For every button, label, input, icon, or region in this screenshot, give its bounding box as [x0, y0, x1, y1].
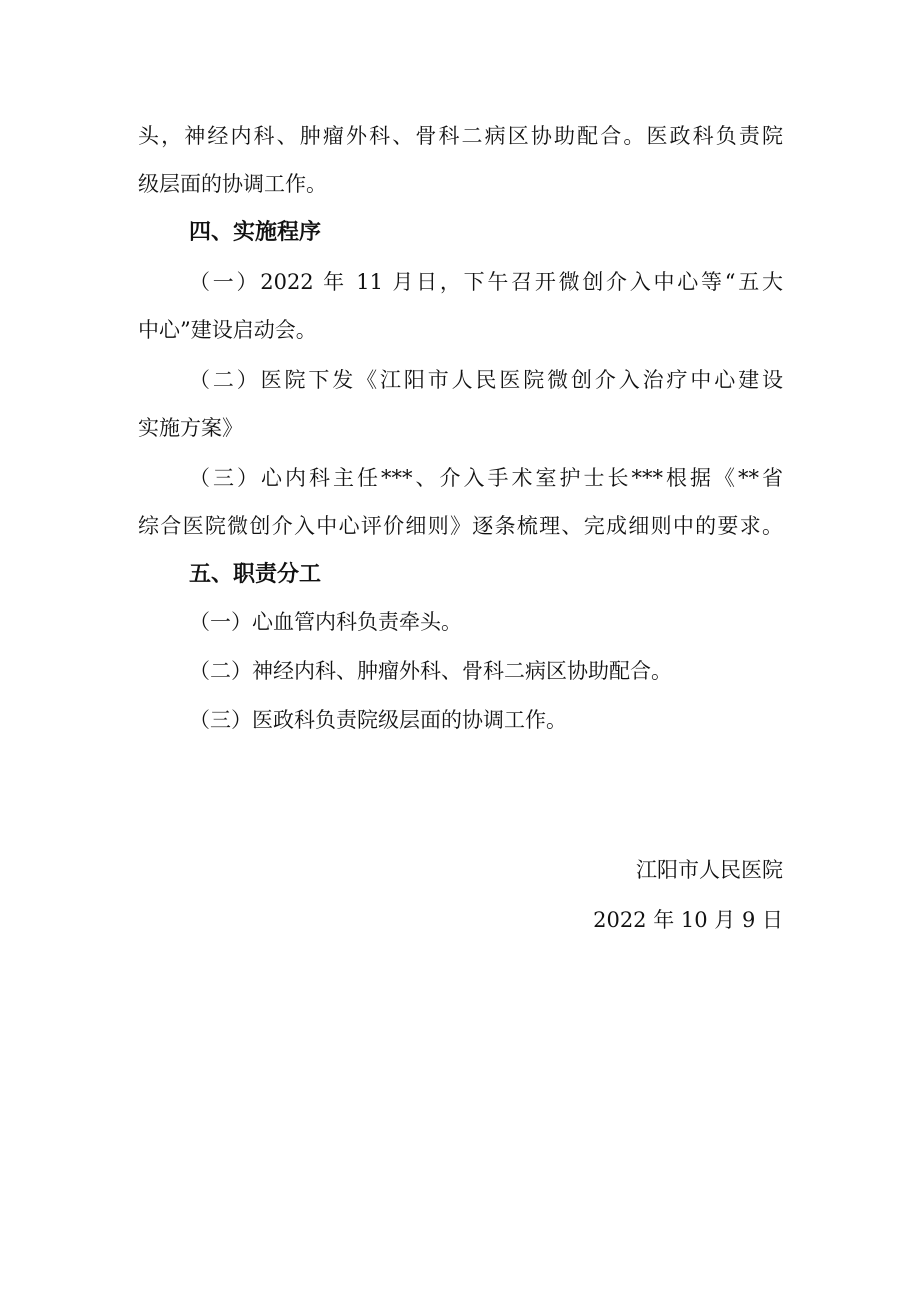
list-item-line: 综合医院微创介入中心评价细则》逐条梳理、完成细则中的要求。	[138, 514, 783, 538]
section-heading-responsibilities: 五、职责分工	[189, 562, 322, 587]
list-item-line: 实施方案》	[138, 416, 243, 440]
signature-date: 2022 年 10 月 9 日	[593, 908, 783, 932]
list-item: （一）心血管内科负责牵头。	[189, 610, 462, 634]
paragraph-line: 级层面的协调工作。	[138, 172, 327, 196]
list-item-line: （一）2022 年 11 月日，下午召开微创介入中心等“五大	[189, 270, 783, 294]
list-item-line: （二）医院下发《江阳市人民医院微创介入治疗中心建设	[189, 368, 783, 392]
list-item: （三）医政科负责院级层面的协调工作。	[189, 708, 567, 732]
list-item-line: （三）心内科主任***、介入手术室护士长***根据《**省	[189, 466, 783, 490]
list-item: （二）神经内科、肿瘤外科、骨科二病区协助配合。	[189, 659, 672, 683]
paragraph-line: 头，神经内科、肿瘤外科、骨科二病区协助配合。医政科负责院	[138, 124, 783, 148]
signature-organization: 江阳市人民医院	[636, 858, 783, 882]
section-heading-implementation: 四、实施程序	[189, 220, 322, 245]
list-item-line: 中心”建设启动会。	[138, 318, 317, 342]
